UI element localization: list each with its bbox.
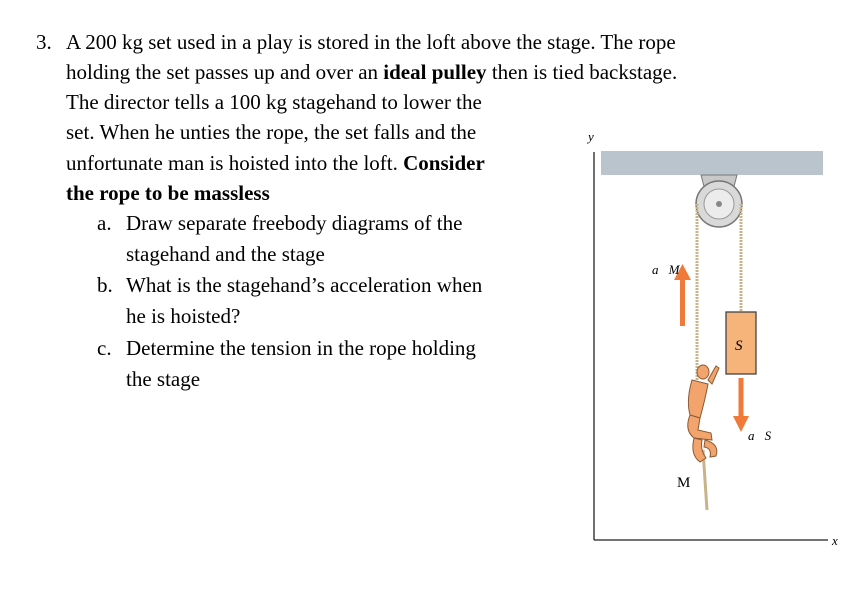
part-a-line-1: Draw separate freebody diagrams of the xyxy=(126,211,463,235)
set-label: S xyxy=(735,338,743,354)
emphasis-ideal-pulley: ideal pulley xyxy=(383,60,487,84)
part-a-line-2: stagehand and the stage xyxy=(126,242,325,266)
man-accel-label: a⃗M xyxy=(652,262,680,277)
part-c-line-1: Determine the tension in the rope holding xyxy=(126,336,476,360)
problem-line-2: holding the set passes up and over an ideal pulley then is tied backstage. xyxy=(66,60,678,84)
set-accel-label: a⃗S xyxy=(748,428,772,443)
part-c-line-2: the stage xyxy=(126,367,201,391)
problem-number: 3. xyxy=(36,30,52,54)
problem-line-3: The director tells a 100 kg stagehand to lower the xyxy=(66,90,482,114)
man-label: M xyxy=(677,475,691,491)
part-a-letter: a. xyxy=(97,211,112,235)
problem-line-5: unfortunate man is hoisted into the loft. Consider xyxy=(66,151,485,175)
part-c-letter: c. xyxy=(97,336,112,360)
part-b-letter: b. xyxy=(97,273,113,297)
stagehand-figure xyxy=(688,365,719,462)
y-axis-label: y xyxy=(588,129,594,144)
set-accel-arrow-icon xyxy=(733,416,749,432)
x-axis-label: x xyxy=(832,533,838,548)
ceiling-beam xyxy=(601,151,823,175)
set-accel-shaft xyxy=(739,378,744,418)
man-accel-shaft xyxy=(680,278,685,326)
problem-line-1: A 200 kg set used in a play is stored in the loft above the stage. The rope xyxy=(66,30,676,54)
part-b-line-2: he is hoisted? xyxy=(126,304,241,328)
pulley-axle xyxy=(716,201,722,207)
emphasis-consider: Consider xyxy=(403,151,485,175)
emphasis-massless: the rope to be massless xyxy=(66,181,270,205)
problem-line-4: set. When he unties the rope, the set falls and the xyxy=(66,120,477,144)
part-b-line-1: What is the stagehand’s acceleration when xyxy=(126,273,483,297)
